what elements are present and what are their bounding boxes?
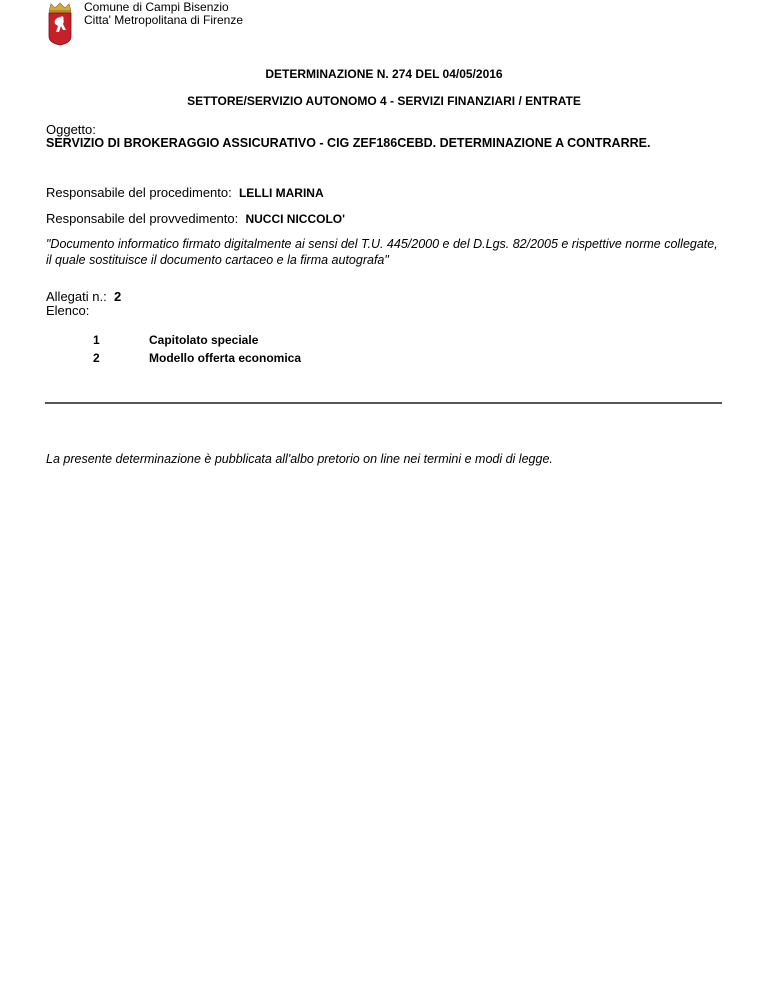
attachments-count-value: 2 (113, 289, 122, 304)
procedure-manager-label: Responsabile del procedimento: (46, 185, 232, 200)
municipality-name: Comune di Campi Bisenzio (84, 0, 229, 14)
attachments-list-label: Elenco: (46, 303, 90, 318)
subject-text: SERVIZIO DI BROKERAGGIO ASSICURATIVO - CIG ZEF186CEBD. DETERMINAZIONE A CONTRARRE. (46, 136, 651, 150)
measure-manager-label: Responsabile del provvedimento: (46, 211, 239, 226)
determination-title: DETERMINAZIONE N. 274 DEL 04/05/2016 (265, 67, 503, 81)
section-divider (45, 402, 722, 404)
measure-manager-row (46, 211, 345, 226)
subject-label: Oggetto: (46, 122, 96, 137)
sector-heading: SETTORE/SERVIZIO AUTONOMO 4 - SERVIZI FINANZIARI / ENTRATE (187, 94, 581, 108)
metropolitan-city-name: Citta' Metropolitana di Firenze (84, 13, 244, 27)
procedure-manager-value: LELLI MARINA (238, 186, 324, 200)
municipal-crest-logo (46, 2, 74, 46)
attachment-number: 1 (93, 333, 100, 347)
attachment-name: Modello offerta economica (149, 351, 302, 365)
attachments-count-row (46, 289, 121, 304)
measure-manager-value: NUCCI NICCOLO' (245, 212, 345, 226)
publication-note: La presente determinazione è pubblicata all'albo pretorio on line nei termini e modi di legge. (46, 452, 553, 466)
attachment-number: 2 (93, 351, 100, 365)
digital-signature-disclaimer: "Documento informatico firmato digitalmente ai sensi del T.U. 445/2000 e del D.Lgs. 82/2005 e rispettive norme collegate, il quale sostituisce il documento cartaceo e la firma autografa" (46, 237, 718, 267)
procedure-manager-row (46, 185, 324, 200)
attachments-count-label: Allegati n.: (46, 289, 107, 304)
attachment-name: Capitolato speciale (149, 333, 259, 347)
